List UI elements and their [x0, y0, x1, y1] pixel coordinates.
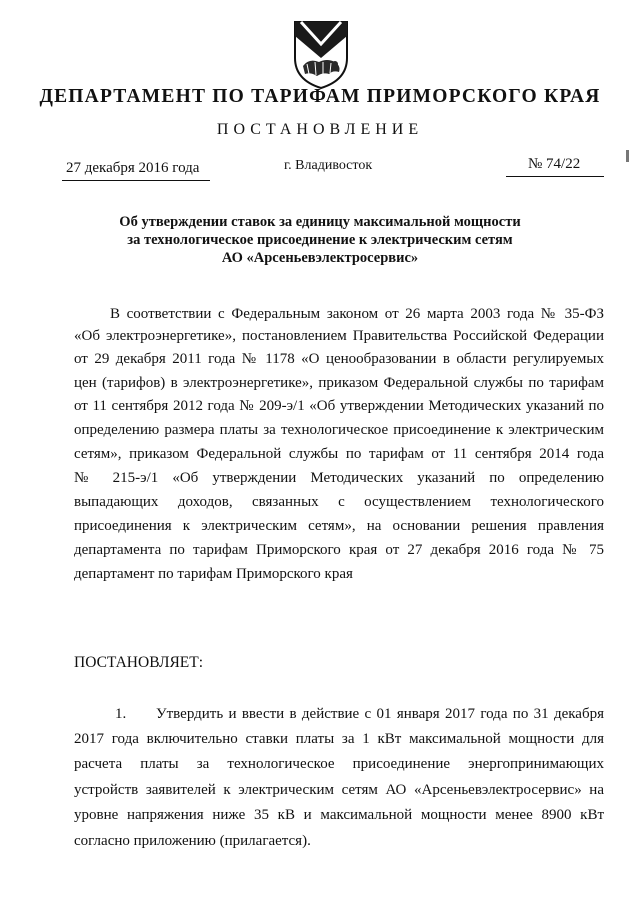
paragraph-line: «Об электроэнергетике», постановлением Правительства Российской Федерации [74, 328, 604, 344]
paragraph-line: Утвердить и ввести в действие с 01 января 2017 года по 31 декабря [156, 706, 604, 722]
department-title: ДЕПАРТАМЕНТ ПО ТАРИФАМ ПРИМОРСКОГО КРАЯ [39, 86, 601, 107]
paragraph-line: выпадающих доходов, связанных с осуществлением технологического [74, 494, 604, 510]
paragraph-line: цен (тарифов) в электроэнергетике», приказом Федеральной службы по тарифам [74, 375, 604, 391]
paragraph-line: от 11 сентября 2012 года № 209-э/1 «Об утверждении Методических указаний по [74, 398, 604, 414]
paragraph-line: присоединения к электрическим сетям», на основании решения правления [74, 518, 604, 534]
paragraph-line: департамент по тарифам Приморского края [74, 566, 353, 582]
paragraph-line: расчета платы за технологическое присоединение энергопринимающих [74, 756, 604, 772]
coat-of-arms-tiger-icon [289, 18, 353, 90]
document-subject [0, 213, 640, 267]
paragraph-line: устройств заявителей к электрическим сетям АО «Арсеньевэлектросервис» на [74, 782, 604, 798]
paragraph-line: уровне напряжения ниже 35 кВ и максимальной мощности менее 8900 кВт [74, 807, 604, 823]
document-date: 27 декабря 2016 года [66, 160, 200, 176]
paragraph-line: В соответствии с Федеральным законом от 26 марта 2003 года № 35-ФЗ [110, 306, 604, 322]
paragraph-line: согласно приложению (прилагается). [74, 833, 311, 849]
document-type-heading: ПОСТАНОВЛЕНИЕ [216, 121, 424, 138]
subject-line: Об утверждении ставок за единицу максимальной мощности [119, 214, 521, 230]
subject-line: АО «Арсеньевэлектросервис» [221, 250, 419, 266]
paragraph-line: определению размера платы за технологическое присоединение к электрическим [74, 422, 604, 438]
paragraph-line: департамента по тарифам Приморского края от 27 декабря 2016 года № 75 [74, 542, 604, 558]
paragraph-line: от 29 декабря 2011 года № 1178 «О ценообразовании в области регулируемых [74, 351, 604, 367]
number-underline [506, 176, 604, 177]
subject-line: за технологическое присоединение к электрическим сетям [127, 232, 513, 248]
paragraph-line: № 215-э/1 «Об утверждении Методических указаний по определению [74, 470, 604, 486]
document-number: № 74/22 [528, 156, 581, 172]
item-number: 1. [115, 706, 127, 722]
paragraph-line: сетям», приказом Федеральной службы по тарифам от 11 сентября 2014 года [74, 446, 604, 462]
resolve-heading: ПОСТАНОВЛЯЕТ: [74, 654, 204, 671]
margin-mark [626, 150, 629, 162]
paragraph-line: 2017 года включительно ставки платы за 1 кВт максимальной мощности для [74, 731, 604, 747]
document-city: г. Владивосток [284, 158, 373, 173]
date-underline [62, 180, 210, 181]
